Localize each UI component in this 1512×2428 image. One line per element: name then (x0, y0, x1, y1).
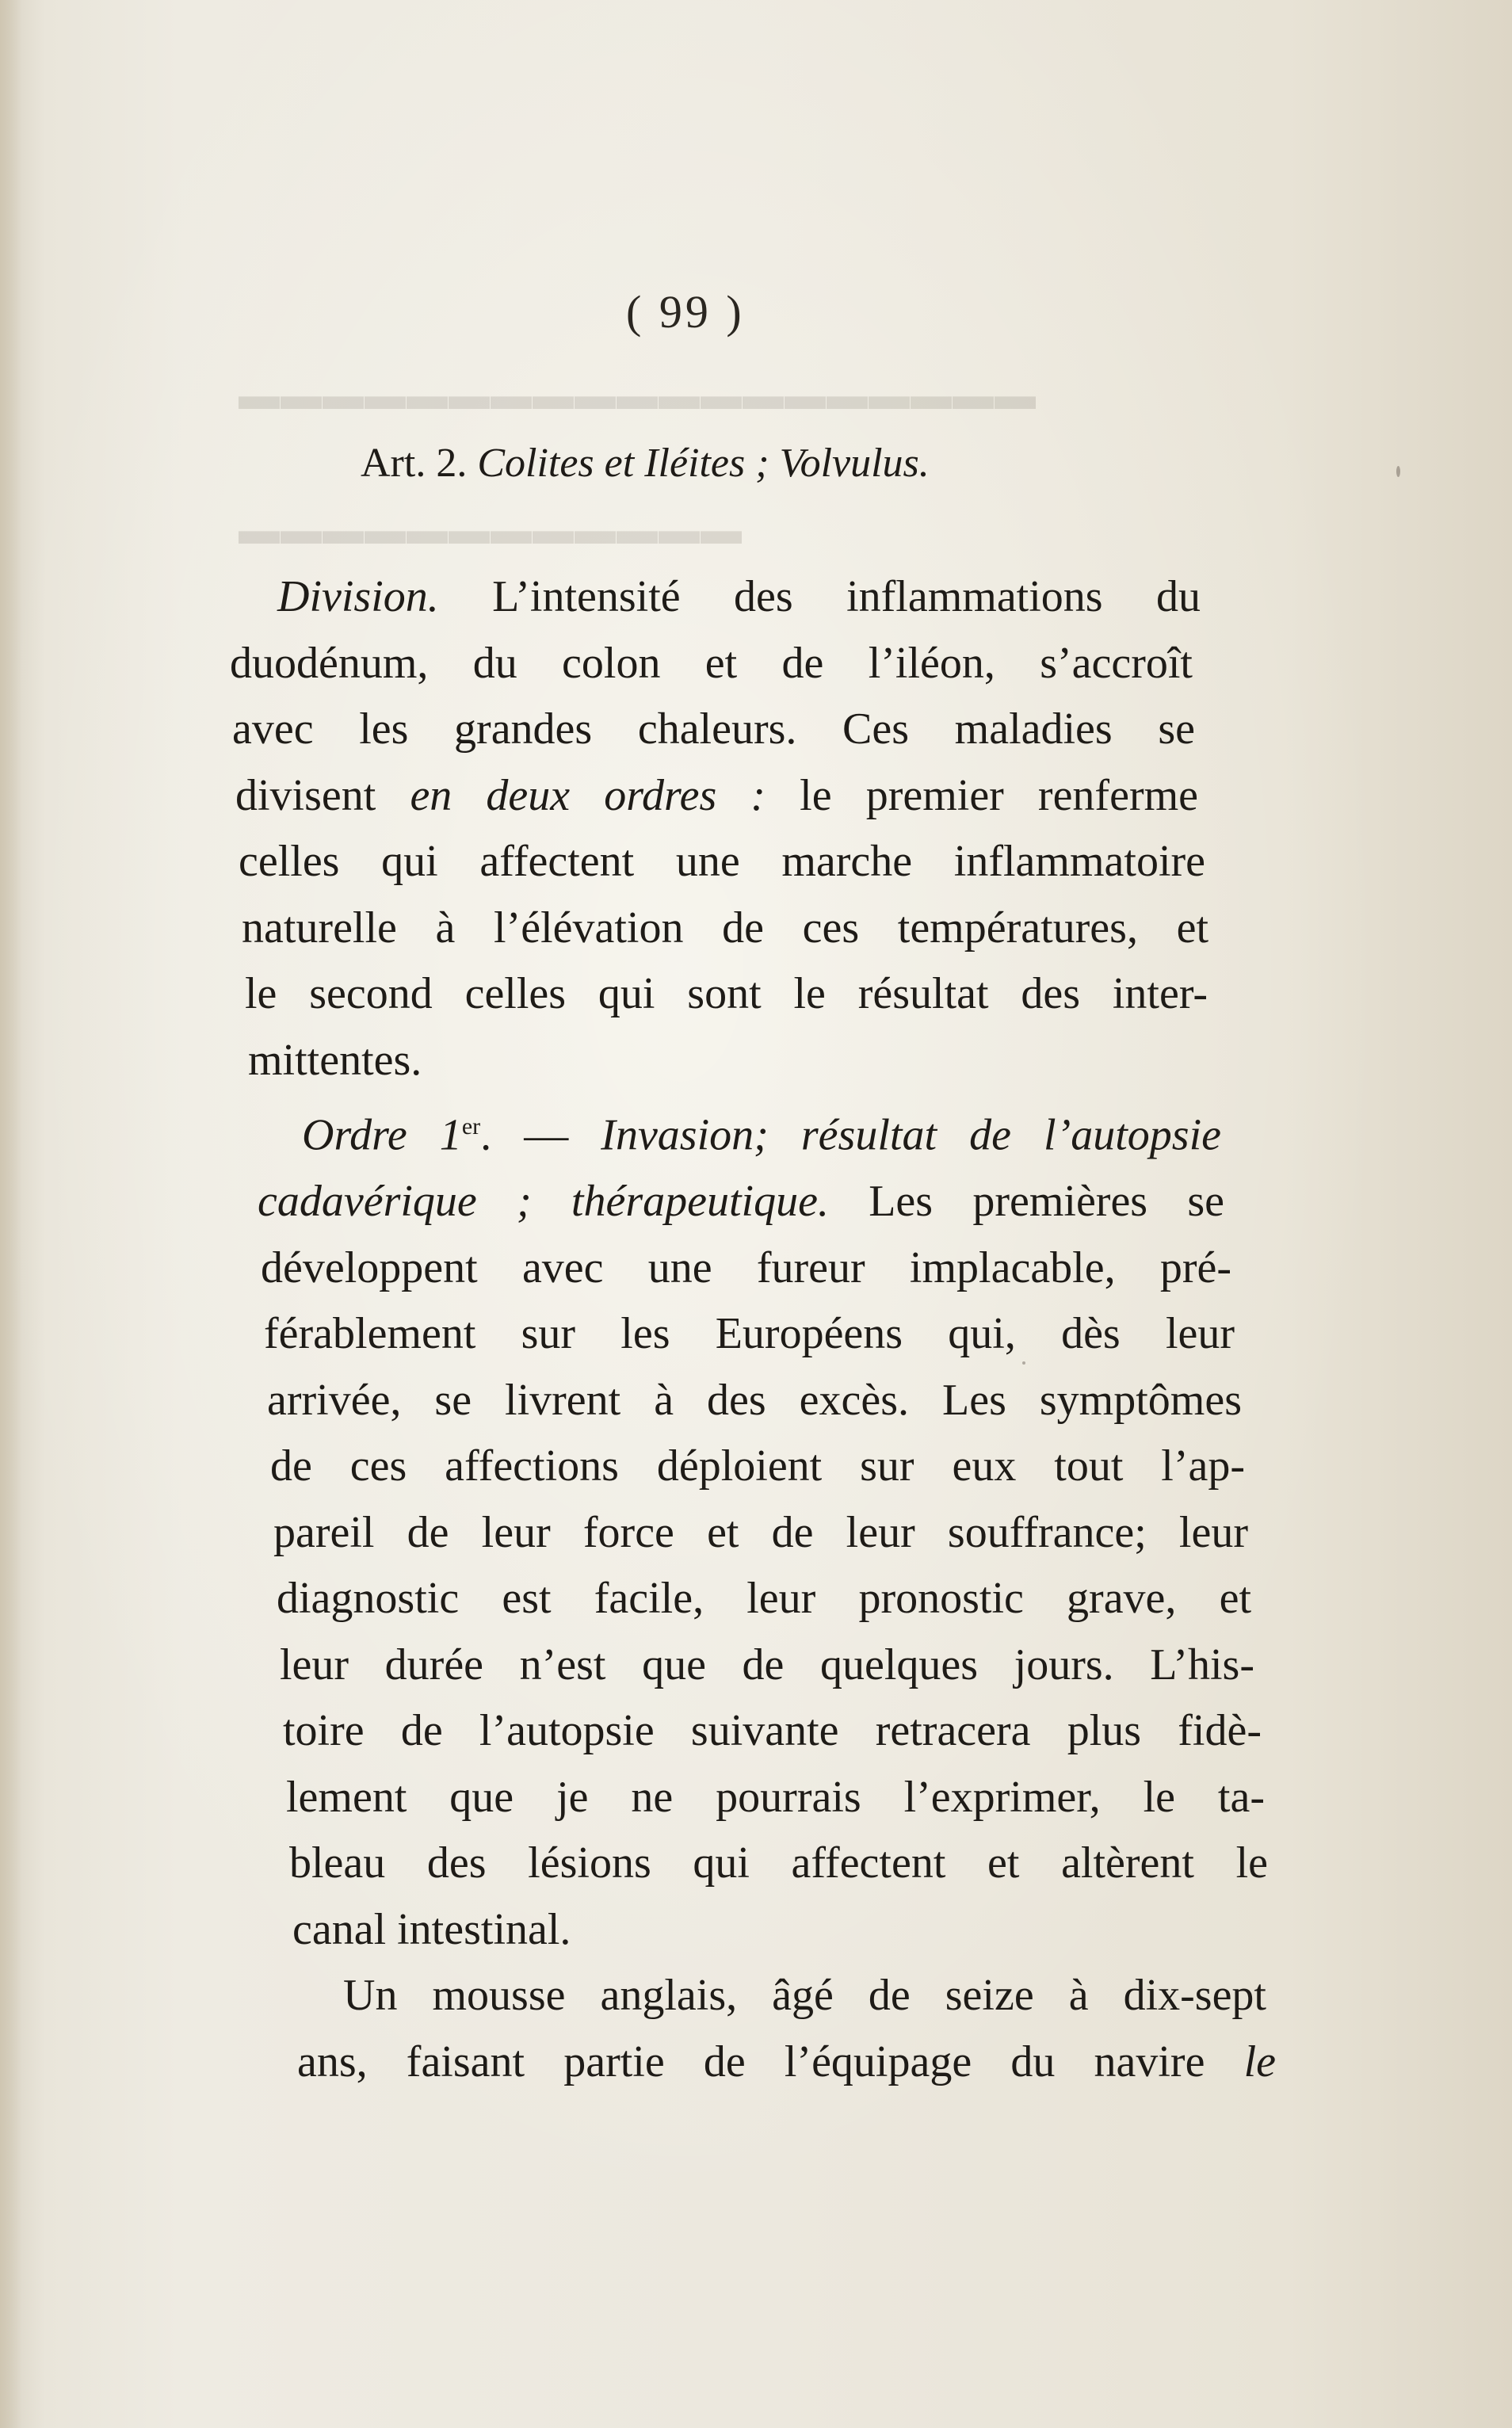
article-title: Colites et Iléites ; Volvulus. (477, 441, 930, 486)
text-run: diagnostic est facile, leur pronostic grave, et (277, 1574, 1251, 1624)
text-run: Division. (277, 572, 439, 621)
text-run: avec les grandes chaleurs. Ces maladies se (232, 704, 1195, 754)
text-line (230, 564, 1201, 631)
text-run: duodénum, du colon et de l’iléon, s’accroît (230, 638, 1193, 688)
text-run: en deux ordres : (410, 770, 766, 820)
text-run: leur durée n’est que de quelques jours. L’his- (280, 1640, 1254, 1689)
text-run: Les premières se (828, 1177, 1224, 1227)
show-through-mark: ▬▬▬▬▬▬▬▬▬▬▬▬▬▬▬▬▬▬▬ (238, 373, 1036, 418)
text-run: lement que je ne pourrais l’exprimer, le ta- (286, 1772, 1265, 1822)
text-run: Un mousse anglais, âgé de seize à dix-sept (343, 1971, 1266, 2021)
page-number: ( 99 ) (626, 286, 745, 338)
text-run: arrivée, se livrent à des excès. Les symptômes (267, 1375, 1242, 1425)
text-line (277, 1566, 1251, 1632)
text-line (270, 1434, 1245, 1500)
text-run: ans, faisant partie de l’équipage du navire (297, 2037, 1244, 2086)
text-line (264, 1301, 1235, 1368)
text-line (297, 2029, 1276, 2096)
text-line (254, 1094, 1221, 1169)
text-line (261, 1235, 1231, 1302)
paper-speck (1396, 466, 1400, 477)
text-run: naturelle à l’élévation de ces températures, et (242, 903, 1208, 952)
text-line (230, 631, 1193, 697)
text-run: pareil de leur force et de leur souffrance; leur (273, 1507, 1248, 1557)
text-line (235, 763, 1198, 830)
text-line (286, 1765, 1265, 1831)
text-line (248, 1028, 692, 1094)
article-label: Art. 2. (361, 441, 468, 486)
text-run: férablement sur les Européens qui, dès leur (264, 1309, 1235, 1359)
text-run: bleau des lésions qui affectent et altèrent le (289, 1838, 1268, 1888)
text-run: . — (480, 1110, 601, 1160)
article-heading (361, 440, 930, 487)
show-through-mark: ▬▬▬▬▬▬▬▬▬▬▬▬ (238, 508, 742, 553)
text-run: le (1243, 2037, 1276, 2086)
text-run: le premier renferme (766, 770, 1198, 820)
text-run: divisent (235, 770, 410, 820)
text-line (258, 1169, 1224, 1235)
text-line (292, 1897, 665, 1964)
text-line (245, 961, 1208, 1028)
text-run: L’intensité des inflammations du (438, 572, 1201, 621)
text-run: développent avec une fureur implacable, pré- (261, 1243, 1231, 1292)
text-line (280, 1632, 1254, 1699)
text-run: canal intestinal. (292, 1904, 571, 1954)
text-run: mittentes. (248, 1035, 422, 1085)
body-text (226, 564, 1276, 2095)
text-line (239, 829, 1205, 895)
text-line (296, 1963, 1266, 2029)
text-line (273, 1500, 1248, 1567)
text-run: le second celles qui sont le résultat des inter- (245, 969, 1208, 1018)
text-line (283, 1698, 1262, 1765)
text-run: Invasion; résultat de l’autopsie (601, 1110, 1221, 1160)
text-run: celles qui affectent une marche inflammatoire (239, 837, 1205, 886)
paper-speck (1022, 1361, 1025, 1365)
text-run: cadavérique ; thérapeutique. (258, 1177, 829, 1227)
text-run: de ces affections déploient sur eux tout l’ap- (270, 1441, 1245, 1491)
text-run: toire de l’autopsie suivante retracera plus fidè- (283, 1706, 1262, 1756)
text-line (267, 1368, 1242, 1434)
text-run: Ordre 1 (302, 1110, 462, 1160)
text-line (242, 895, 1208, 962)
text-line (289, 1831, 1268, 1897)
page-gutter-shadow (0, 0, 22, 2428)
text-line (232, 697, 1195, 763)
text-run: er (461, 1113, 481, 1140)
